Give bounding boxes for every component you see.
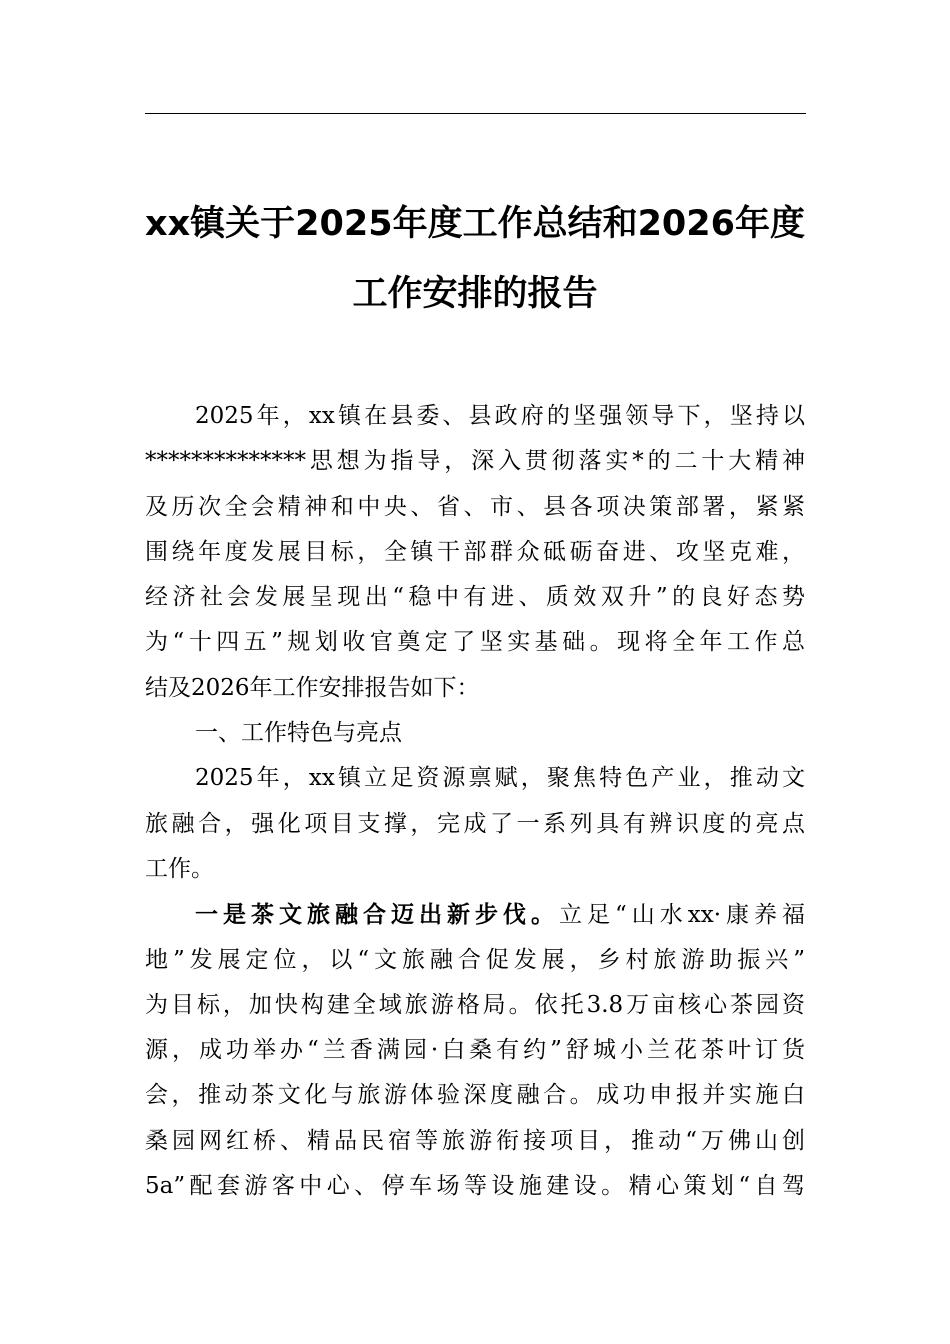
document-title-line-1: xx镇关于2025年度工作总结和2026年度 bbox=[145, 204, 805, 244]
intro-line: 结及2026年工作安排报告如下： bbox=[145, 674, 480, 701]
intro-line: 经济社会发展呈现出“稳中有进、质效双升”的良好态势 bbox=[145, 584, 805, 611]
item-line: 为目标，加快构建全域旅游格局。依托3.8万亩核心茶园资 bbox=[145, 991, 805, 1018]
intro-line: **************思想为指导，深入贯彻落实*的二十大精神 bbox=[145, 448, 805, 475]
item-line: 会，推动茶文化与旅游体验深度融合。成功申报并实施白 bbox=[145, 1082, 805, 1109]
intro-line: 为“十四五”规划收官奠定了坚实基础。现将全年工作总 bbox=[145, 629, 805, 656]
document-title-line-2: 工作安排的报告 bbox=[352, 274, 598, 314]
item-line: 5a”配套游客中心、停车场等设施建设。精心策划“自驾 bbox=[145, 1173, 805, 1200]
section-line: 旅融合，强化项目支撑，完成了一系列具有辨识度的亮点 bbox=[145, 810, 805, 837]
intro-line: 及历次全会精神和中央、省、市、县各项决策部署，紧紧 bbox=[145, 493, 805, 520]
document-body bbox=[145, 394, 805, 1209]
item-line: 源，成功举办“兰香满园·白桑有约”舒城小兰花茶叶订货 bbox=[145, 1037, 805, 1064]
section-line: 2025年，xx镇立足资源禀赋，聚焦特色产业，推动文 bbox=[195, 765, 805, 792]
item-line: 地”发展定位，以“文旅融合促发展，乡村旅游助振兴” bbox=[145, 946, 805, 973]
intro-line: 围绕年度发展目标，全镇干部群众砥砺奋进、攻坚克难， bbox=[145, 538, 805, 565]
item-line: 桑园网红桥、精品民宿等旅游衔接项目，推动“万佛山创 bbox=[145, 1127, 805, 1154]
item-first-line bbox=[145, 892, 805, 937]
item-lead: 一是茶文旅融合迈出新步伐。 bbox=[195, 901, 559, 929]
item-lead-rest: 立足“山水xx·康养福 bbox=[559, 902, 805, 929]
section-heading: 一、工作特色与亮点 bbox=[195, 720, 402, 747]
intro-line: 2025年，xx镇在县委、县政府的坚强领导下，坚持以 bbox=[195, 403, 805, 429]
top-rule bbox=[145, 113, 806, 114]
section-line: 工作。 bbox=[145, 855, 214, 882]
